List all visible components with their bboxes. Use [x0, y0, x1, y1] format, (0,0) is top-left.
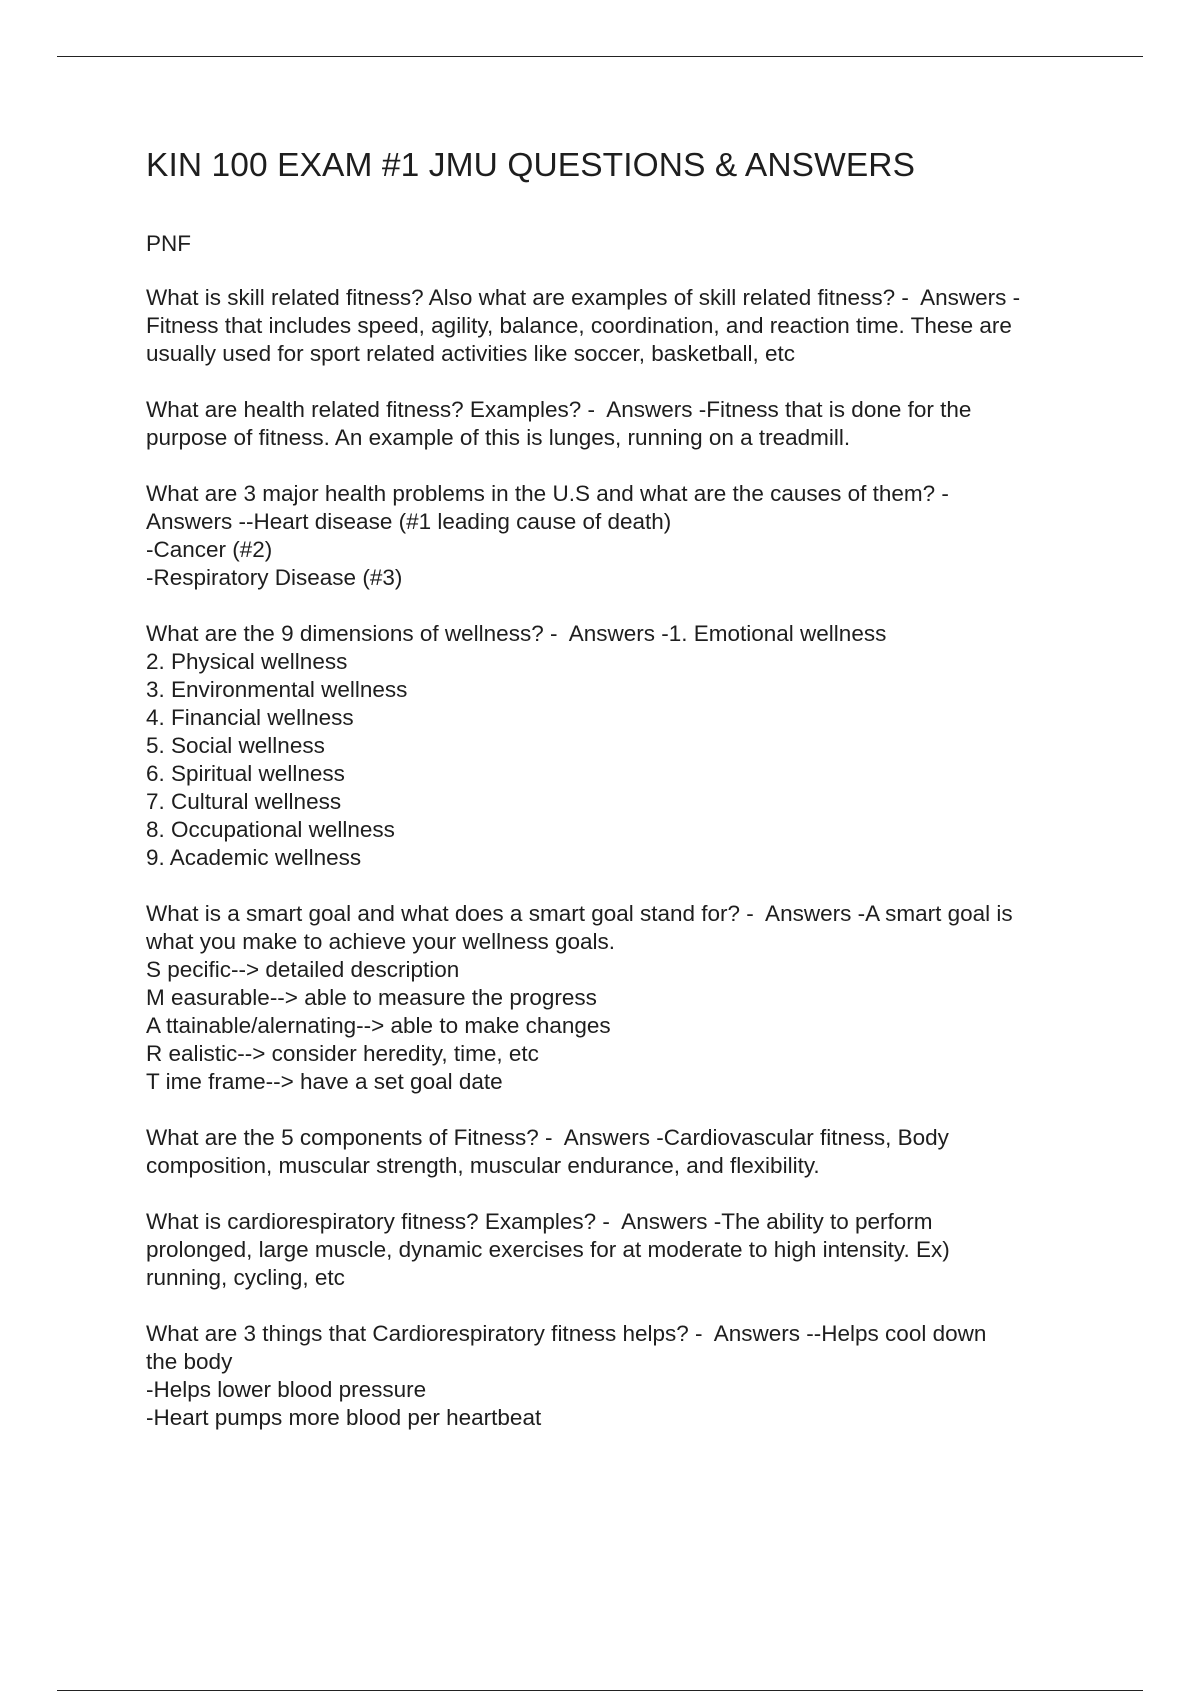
qa-line: 3. Environmental wellness	[146, 677, 408, 702]
qa-line: 8. Occupational wellness	[146, 817, 395, 842]
qa-line: R ealistic--> consider heredity, time, etc	[146, 1041, 539, 1066]
qa-line: Answers --Heart disease (#1 leading cause of death)	[146, 509, 672, 534]
qa-line: composition, muscular strength, muscular endurance, and flexibility.	[146, 1153, 820, 1178]
qa-line: 2. Physical wellness	[146, 649, 348, 674]
qa-line: S pecific--> detailed description	[146, 957, 460, 982]
qa-line: running, cycling, etc	[146, 1265, 345, 1290]
qa-list	[146, 284, 1106, 1432]
qa-line: what you make to achieve your wellness goals.	[146, 929, 615, 954]
qa-line: 6. Spiritual wellness	[146, 761, 345, 786]
qa-line: What is cardiorespiratory fitness? Examples? - Answers -The ability to perform	[146, 1209, 933, 1234]
qa-entry	[146, 1320, 1106, 1432]
qa-line: M easurable--> able to measure the progress	[146, 985, 597, 1010]
intro-term: PNF	[146, 231, 191, 256]
qa-entry	[146, 1208, 1106, 1292]
qa-line: A ttainable/alernating--> able to make changes	[146, 1013, 611, 1038]
qa-line: 9. Academic wellness	[146, 845, 362, 870]
qa-line: -Heart pumps more blood per heartbeat	[146, 1405, 542, 1430]
qa-line: T ime frame--> have a set goal date	[146, 1069, 503, 1094]
top-rule	[57, 56, 1143, 57]
qa-line: What is skill related fitness? Also what are examples of skill related fitness? - Answers -	[146, 285, 1021, 310]
qa-line: What is a smart goal and what does a smart goal stand for? - Answers -A smart goal is	[146, 901, 1013, 926]
qa-line: 5. Social wellness	[146, 733, 325, 758]
qa-line: What are 3 things that Cardiorespiratory fitness helps? - Answers --Helps cool down	[146, 1321, 987, 1346]
qa-line: What are health related fitness? Examples? - Answers -Fitness that is done for the	[146, 397, 972, 422]
qa-line: What are 3 major health problems in the U.S and what are the causes of them? -	[146, 481, 949, 506]
qa-line: What are the 9 dimensions of wellness? - Answers -1. Emotional wellness	[146, 621, 887, 646]
qa-line: purpose of fitness. An example of this is lunges, running on a treadmill.	[146, 425, 851, 450]
qa-line: 7. Cultural wellness	[146, 789, 342, 814]
document-page	[146, 140, 1106, 1460]
qa-line: 4. Financial wellness	[146, 705, 354, 730]
qa-entry	[146, 284, 1106, 368]
qa-entry	[146, 396, 1106, 452]
qa-entry	[146, 480, 1106, 592]
qa-entry	[146, 900, 1106, 1096]
qa-line: the body	[146, 1349, 233, 1374]
qa-line: What are the 5 components of Fitness? - Answers -Cardiovascular fitness, Body	[146, 1125, 949, 1150]
bottom-rule	[57, 1690, 1143, 1691]
qa-entry	[146, 620, 1106, 872]
document-title: KIN 100 EXAM #1 JMU QUESTIONS & ANSWERS	[146, 147, 916, 184]
qa-line: -Cancer (#2)	[146, 537, 273, 562]
qa-line: usually used for sport related activities like soccer, basketball, etc	[146, 341, 796, 366]
qa-line: -Respiratory Disease (#3)	[146, 565, 403, 590]
qa-entry	[146, 1124, 1106, 1180]
qa-line: Fitness that includes speed, agility, balance, coordination, and reaction time. These are	[146, 313, 1012, 338]
qa-line: -Helps lower blood pressure	[146, 1377, 427, 1402]
qa-line: prolonged, large muscle, dynamic exercises for at moderate to high intensity. Ex)	[146, 1237, 950, 1262]
